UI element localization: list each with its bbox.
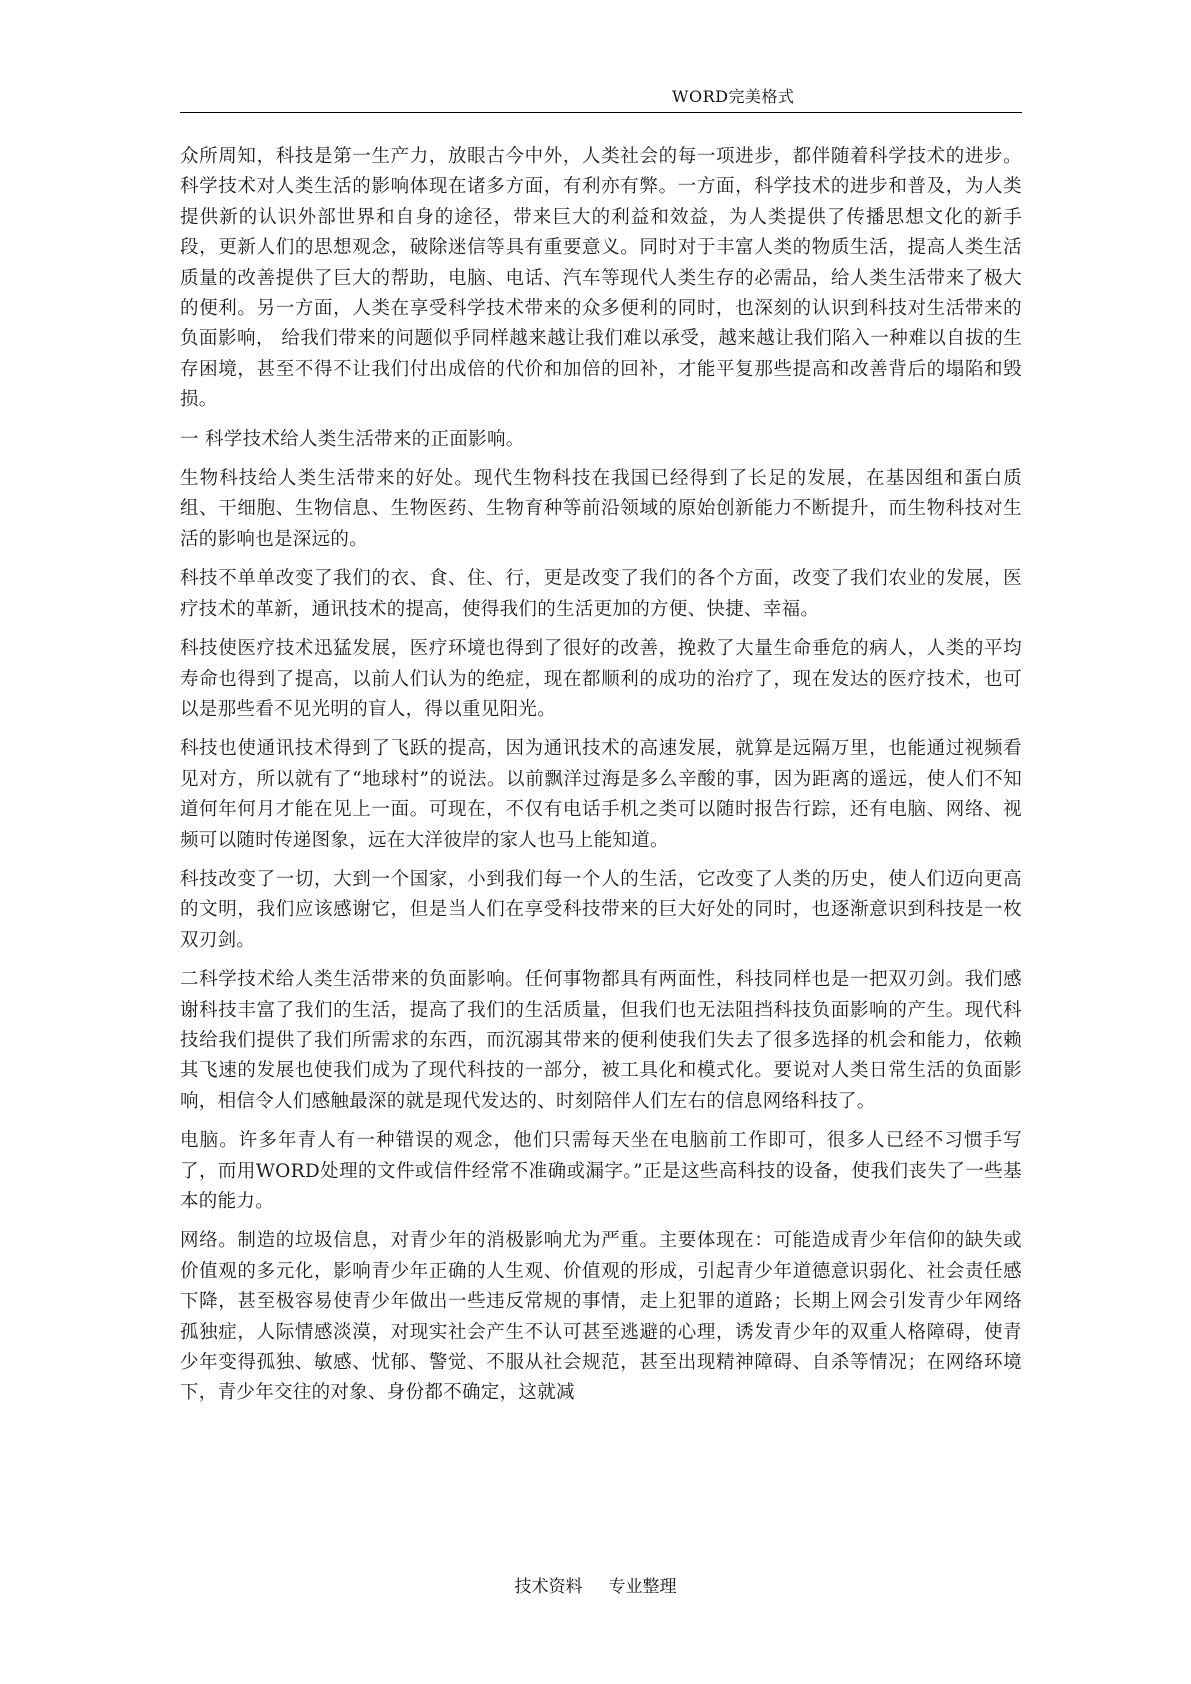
page-footer	[0, 1575, 1191, 1599]
paragraph-double-edged: 科技改变了一切，大到一个国家，小到我们每一个人的生活，它改变了人类的历史，使人们迈向更高的文明，我们应该感谢它，但是当人们在享受科技带来的巨大好处的同时，也逐渐意识到科技是一枚双刃剑。	[180, 868, 1022, 951]
paragraph-negative: 二科学技术给人类生活带来的负面影响。任何事物都具有两面性，科技同样也是一把双刃剑。我们感谢科技丰富了我们的生活，提高了我们的生活质量，但我们也无法阻挡科技负面影响的产生。现代科技给我们提供了我们所需求的东西，而沉溺其带来的便利使我们失去了很多选择的机会和能力，依赖其飞速的发展也使我们成为了现代科技的一部分，被工具化和模式化。要说对人类日常生活的负面影响，相信令人们感触最深的就是现代发达的、时刻陪伴人们左右的信息网络科技了。	[180, 969, 1022, 1112]
paragraph-network: 网络。制造的垃圾信息，对青少年的消极影响尤为严重。主要体现在：可能造成青少年信仰的缺失或价值观的多元化，影响青少年正确的人生观、价值观的形成，引起青少年道德意识弱化、社会责任感下降，甚至极容易使青少年做出一些违反常规的事情，走上犯罪的道路；长期上网会引发青少年网络孤独症，人际情感淡漠，对现实社会产生不认可甚至逃避的心理，诱发青少年的双重人格障碍，使青少年变得孤独、敏感、忧郁、警觉、不服从社会规范，甚至出现精神障碍、自杀等情况；在网络环境下，青少年交往的对象、身份都不确定，这就减	[180, 1230, 1022, 1404]
footer-left-text: 技术资料	[514, 1577, 583, 1597]
paragraph-medical: 科技使医疗技术迅猛发展，医疗环境也得到了很好的改善，挽救了大量生命垂危的病人，人类的平均寿命也得到了提高，以前人们认为的绝症，现在都顺利的成功的治疗了，现在发达的医疗技术，也可以是那些看不见光明的盲人，得以重见阳光。	[180, 638, 1022, 720]
paragraph-daily-life: 科技不单单改变了我们的衣、食、住、行，更是改变了我们的各个方面，改变了我们农业的发展，医疗技术的革新，通讯技术的提高，使得我们的生活更加的方便、快捷、幸福。	[180, 568, 1022, 620]
page-header	[180, 86, 1022, 113]
paragraph-communication: 科技也使通讯技术得到了飞跃的提高，因为通讯技术的高速发展，就算是远隔万里，也能通过视频看见对方，所以就有了“地球村”的说法。以前飘洋过海是多么辛酸的事，因为距离的遥远，使人们不知道何年何月才能在见上一面。可现在，不仅有电话手机之类可以随时报告行踪，还有电脑、网络、视频可以随时传递图象，远在大洋彼岸的家人也马上能知道。	[180, 738, 1022, 851]
section-heading-positive: 一 科学技术给人类生活带来的正面影响。	[180, 428, 525, 450]
paragraph-intro: 众所周知，科技是第一生产力，放眼古今中外，人类社会的每一项进步，都伴随着科学技术的进步。科学技术对人类生活的影响体现在诸多方面，有利亦有弊。一方面，科学技术的进步和普及，为人类提供新的认识外部世界和自身的途径，带来巨大的利益和效益，为人类提供了传播思想文化的新手段，更新人们的思想观念，破除迷信等具有重要意义。同时对于丰富人类的物质生活，提高人类生活质量的改善提供了巨大的帮助，电脑、电话、汽车等现代人类生存的必需品，给人类生活带来了极大的便利。另一方面，人类在享受科学技术带来的众多便利的同时，也深刻的认识到科技对生活带来的负面影响， 给我们带来的问题似乎同样越来越让我们难以承受，越来越让我们陷入一种难以自拔的生存困境，甚至不得不让我们付出成倍的代价和加倍的回补，才能平复那些提高和改善背后的塌陷和毁损。	[180, 146, 1022, 411]
footer-right-text: 专业整理	[608, 1577, 677, 1597]
document-body	[180, 142, 1022, 1418]
paragraph-computer: 电脑。许多年青人有一种错误的观念，他们只需每天坐在电脑前工作即可，很多人已经不习惯手写了，而用WORD处理的文件或信件经常不准确或漏字。”正是这些高科技的设备，使我们丧失了一些基本的能力。	[180, 1130, 1022, 1212]
header-title: WORD完美格式	[672, 87, 795, 106]
paragraph-biotech: 生物科技给人类生活带来的好处。现代生物科技在我国已经得到了长足的发展，在基因组和蛋白质组、干细胞、生物信息、生物医药、生物育种等前沿领域的原始创新能力不断提升，而生物科技对生活的影响也是深远的。	[180, 468, 1022, 550]
